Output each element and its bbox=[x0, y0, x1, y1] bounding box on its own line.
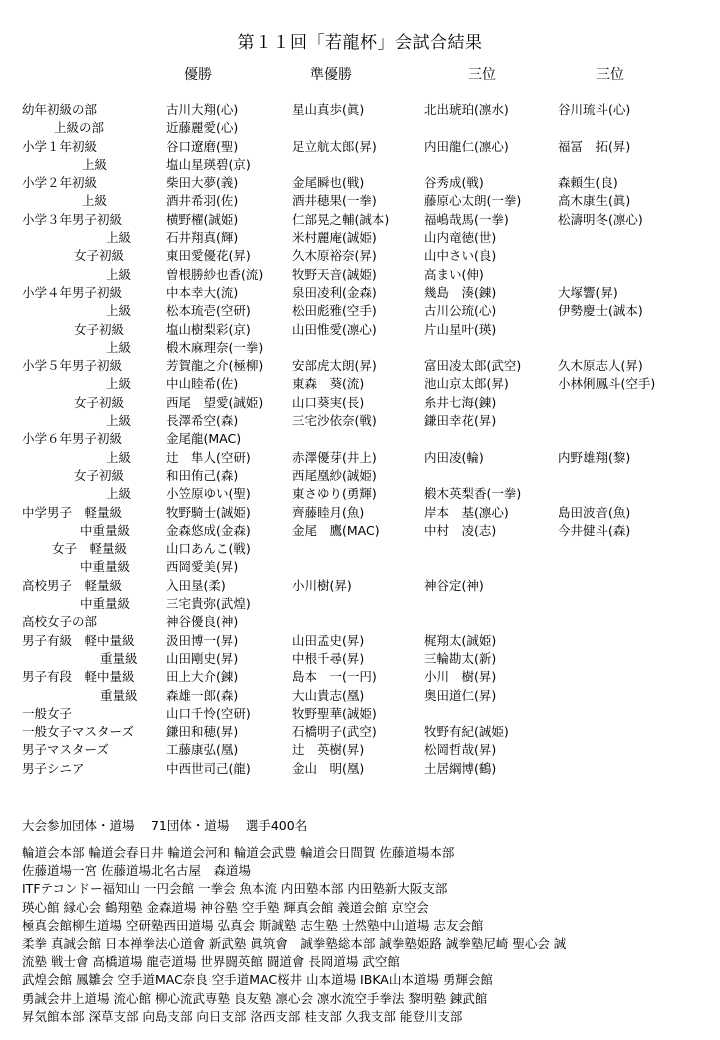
first-place: 汲田博一(昇) bbox=[166, 632, 239, 648]
result-row bbox=[0, 539, 720, 557]
result-row bbox=[0, 686, 720, 704]
first-place: 西尾 望愛(誠姫) bbox=[166, 394, 264, 410]
first-place: 中西世司己(龍) bbox=[166, 760, 251, 776]
header-third-place-a: 三位 bbox=[468, 67, 496, 83]
first-place: 東田愛優花(昇) bbox=[166, 248, 251, 264]
result-row bbox=[0, 246, 720, 264]
dojo-line: 武煌会館 鳳雛会 空手道MAC奈良 空手道MAC桜井 山本道場 IBKA山本道場 勇輝会館 bbox=[22, 972, 493, 988]
second-place: 牧野聖華(誠姫) bbox=[292, 705, 377, 721]
third-place-a: 北出琥珀(凛水) bbox=[424, 102, 509, 117]
second-place: 酒井穂果(一拳) bbox=[292, 193, 377, 209]
first-place: 塩山樹梨彩(京) bbox=[166, 321, 251, 337]
second-place: 金山 明(凰) bbox=[292, 760, 365, 776]
division-label: 女子初級 bbox=[74, 321, 125, 337]
third-place-b: 松濤明冬(凛心) bbox=[558, 211, 643, 227]
result-row bbox=[0, 740, 720, 758]
result-row bbox=[0, 137, 720, 155]
second-place: 米村麗庵(誠姫) bbox=[292, 230, 377, 246]
result-row bbox=[0, 484, 720, 502]
division-label: 女子初級 bbox=[74, 248, 125, 264]
first-place: 古川大翔(心) bbox=[166, 102, 239, 117]
second-place: 足立航太郎(昇) bbox=[292, 138, 377, 154]
third-place-a: 奥田道仁(昇) bbox=[424, 687, 497, 703]
result-row bbox=[0, 466, 720, 484]
first-place: 塩山星瑛碧(京) bbox=[166, 156, 251, 172]
third-place-a: 梶翔太(誠姫) bbox=[424, 632, 497, 648]
third-place-a: 福嶋哉馬(一拳) bbox=[424, 211, 509, 227]
second-place: 東森 葵(流) bbox=[292, 376, 365, 392]
third-place-b: 島田波音(魚) bbox=[558, 504, 631, 520]
result-row bbox=[0, 521, 720, 539]
dojo-line: 昇気館本部 深草支部 向島支部 向日支部 洛西支部 桂支部 久我支部 能登川支部 bbox=[22, 1008, 463, 1024]
third-place-b: 福冨 拓(昇) bbox=[558, 138, 631, 154]
division-label: 小学５年男子初級 bbox=[22, 358, 123, 374]
second-place: 安部虎太朗(昇) bbox=[292, 358, 377, 374]
division-label: 高校男子 軽量級 bbox=[22, 577, 123, 593]
division-label: 小学４年男子初級 bbox=[22, 284, 123, 300]
second-place: 松田彪雅(空手) bbox=[292, 303, 377, 319]
first-place: 芳賀龍之介(極柳) bbox=[166, 358, 264, 374]
second-place: 三宅沙依奈(戦) bbox=[292, 413, 377, 429]
third-place-a: 鎌田幸花(昇) bbox=[424, 413, 497, 429]
third-place-a: 三輪勘太(新) bbox=[424, 650, 497, 666]
second-place: 久木原裕奈(昇) bbox=[292, 248, 377, 264]
division-label: 小学２年初級 bbox=[22, 175, 98, 191]
division-label: 一般女子マスターズ bbox=[22, 724, 134, 740]
division-label: 男子シニア bbox=[22, 760, 85, 776]
division-label: 男子マスターズ bbox=[22, 742, 109, 758]
division-label: 男子有級 軽中量級 bbox=[22, 632, 135, 648]
first-place: 西岡愛美(昇) bbox=[166, 559, 239, 575]
dojo-line: 流塾 戦士會 高橋道場 龍壱道場 世界闘英館 闘道會 長岡道場 武空館 bbox=[22, 954, 400, 970]
first-place: 三宅貴弥(武煌) bbox=[166, 596, 251, 612]
result-row bbox=[0, 557, 720, 575]
dojo-line: 輪道会本部 輪道会春日井 輪道会河和 輪道会武豊 輪道会日間賀 佐藤道場本部 bbox=[22, 845, 455, 860]
second-place: 齊藤睦月(魚) bbox=[292, 504, 365, 520]
header-first-place: 優勝 bbox=[184, 67, 212, 83]
dojo-line: 柔拳 真誠会館 日本禅拳法心道會 新武塾 眞筑會 誠拳塾総本部 誠拳塾姫路 誠拳塾尼崎 聖心会 誠 bbox=[22, 935, 567, 951]
third-place-a: 牧野有紀(誠姫) bbox=[424, 724, 509, 740]
first-place: 山口千怜(空研) bbox=[166, 705, 251, 721]
dojo-line: 佐藤道場一宮 佐藤道場北名古屋 森道場 bbox=[22, 863, 251, 879]
first-place: 田上大介(錬) bbox=[166, 669, 239, 685]
third-place-a: 富田凌太郎(武空) bbox=[424, 358, 522, 374]
participation-summary: 大会参加団体・道場 71団体・道場 選手400名 bbox=[22, 818, 308, 833]
division-label: 小学１年初級 bbox=[22, 138, 98, 154]
third-place-a: 土居綱博(鶴) bbox=[424, 760, 497, 776]
division-label: 重量級 bbox=[100, 650, 138, 666]
first-place: 近藤麗愛(心) bbox=[166, 120, 239, 136]
dojo-line: 勇誠会井上道場 流心館 柳心流武専塾 良友塾 凛心会 凛水流空手拳法 黎明塾 錬武館 bbox=[22, 990, 488, 1006]
result-row bbox=[0, 155, 720, 173]
division-label: 女子初級 bbox=[74, 394, 125, 410]
result-row bbox=[0, 612, 720, 630]
result-row bbox=[0, 393, 720, 411]
division-label: 女子 軽量級 bbox=[52, 541, 128, 557]
first-place: 曽根勝紗也香(流) bbox=[166, 266, 264, 282]
first-place: 金尾龍(MAC) bbox=[166, 431, 242, 447]
first-place: 石井翔真(輝) bbox=[166, 230, 239, 246]
first-place: 神谷優良(神) bbox=[166, 614, 239, 630]
result-row bbox=[0, 411, 720, 429]
second-place: 山口葵実(長) bbox=[292, 394, 365, 410]
third-place-a: 池山京太郎(昇) bbox=[424, 376, 509, 392]
result-row bbox=[0, 503, 720, 521]
second-place: 山田孟史(昇) bbox=[292, 632, 365, 648]
division-label: 高校女子の部 bbox=[22, 614, 98, 630]
third-place-a: 高まい(伸) bbox=[424, 266, 484, 282]
result-row bbox=[0, 759, 720, 777]
second-place: 金尾瞬也(戦) bbox=[292, 175, 365, 191]
first-place: 工藤康弘(凰) bbox=[166, 742, 239, 758]
third-place-a: 内田龍仁(凛心) bbox=[424, 138, 509, 154]
result-row bbox=[0, 374, 720, 392]
third-place-a: 幾島 湊(錬) bbox=[424, 284, 497, 300]
result-row bbox=[0, 265, 720, 283]
division-label: 上級 bbox=[106, 303, 132, 319]
second-place: 石橋明子(武空) bbox=[292, 724, 377, 740]
page-title: 第１１回「若龍杯」会試合結果 bbox=[237, 33, 483, 53]
dojo-line: 瑛心館 縁心会 鶴翔塾 金森道場 神谷塾 空手塾 輝真会館 義道会館 京空会 bbox=[22, 899, 429, 915]
third-place-b: 内野雄翔(黎) bbox=[558, 449, 631, 465]
first-place: 椴木麻理奈(一拳) bbox=[166, 339, 264, 355]
first-place: 鎌田和穂(昇) bbox=[166, 724, 239, 740]
division-label: 小学３年男子初級 bbox=[22, 211, 123, 227]
division-label: 上級 bbox=[106, 449, 132, 465]
result-row bbox=[0, 704, 720, 722]
third-place-b: 大塚響(昇) bbox=[558, 284, 618, 300]
second-place: 星山真歩(眞) bbox=[292, 102, 365, 117]
header-second-place: 準優勝 bbox=[310, 67, 352, 83]
dojo-list bbox=[22, 843, 712, 1025]
third-place-a: 小川 樹(昇) bbox=[424, 669, 497, 685]
result-row bbox=[0, 173, 720, 191]
division-label: 中重量級 bbox=[80, 522, 131, 538]
third-place-b: 高木康生(眞) bbox=[558, 193, 631, 209]
result-row bbox=[0, 429, 720, 447]
result-row bbox=[0, 228, 720, 246]
third-place-a: 岸本 基(凛心) bbox=[424, 504, 509, 520]
first-place: 谷口遼磨(聖) bbox=[166, 138, 239, 154]
division-label: 幼年初級の部 bbox=[22, 102, 98, 117]
division-label: 重量級 bbox=[100, 687, 138, 703]
third-place-b: 今井健斗(森) bbox=[558, 522, 631, 538]
first-place: 中本幸大(流) bbox=[166, 284, 239, 300]
third-place-b: 森頼生(良) bbox=[558, 175, 618, 191]
result-row bbox=[0, 118, 720, 136]
first-place: 辻 隼人(空研) bbox=[166, 449, 251, 465]
division-label: 上級 bbox=[106, 413, 132, 429]
first-place: 山口あんこ(戦) bbox=[166, 541, 251, 557]
division-label: 上級 bbox=[82, 193, 108, 209]
second-place: 東さゆり(勇輝) bbox=[292, 486, 377, 502]
first-place: 松本琉壱(空研) bbox=[166, 303, 251, 319]
division-label: 一般女子 bbox=[22, 705, 73, 721]
second-place: 泉田凌利(金森) bbox=[292, 284, 377, 300]
first-place: 長澤希空(森) bbox=[166, 413, 239, 429]
first-place: 和田侑己(森) bbox=[166, 467, 239, 483]
second-place: 大山貴志(凰) bbox=[292, 687, 365, 703]
first-place: 小笠原ゆい(聖) bbox=[166, 486, 251, 502]
first-place: 入田垦(柔) bbox=[166, 577, 226, 593]
second-place: 中根千尋(昇) bbox=[292, 650, 365, 666]
second-place: 赤澤優芽(井上) bbox=[292, 449, 377, 465]
second-place: 山田惟愛(凛心) bbox=[292, 321, 377, 337]
dojo-line: ITFテコンドー福知山 一円会館 一拳会 魚本流 内田塾本部 内田塾新大阪支部 bbox=[22, 881, 448, 897]
division-label: 上級 bbox=[106, 266, 132, 282]
result-row bbox=[0, 191, 720, 209]
third-place-a: 松岡哲哉(昇) bbox=[424, 742, 497, 758]
result-row bbox=[0, 210, 720, 228]
result-row bbox=[0, 356, 720, 374]
dojo-line: 極真会館柳生道場 空研塾西田道場 弘真会 斯誠塾 志生塾 士然塾中山道場 志友会館 bbox=[22, 917, 484, 933]
result-row bbox=[0, 301, 720, 319]
second-place: 仁部晃之輔(誠本) bbox=[292, 211, 390, 227]
division-label: 女子初級 bbox=[74, 467, 125, 483]
header-third-place-b: 三位 bbox=[596, 67, 624, 83]
third-place-b: 伊勢慶士(誠本) bbox=[558, 303, 643, 319]
third-place-a: 神谷定(神) bbox=[424, 577, 484, 593]
second-place: 牧野天音(誠姫) bbox=[292, 266, 377, 282]
results-table bbox=[0, 100, 720, 777]
division-label: 上級 bbox=[106, 486, 132, 502]
third-place-a: 椴木英梨香(一拳) bbox=[424, 486, 522, 502]
third-place-b: 小林俐鳳斗(空手) bbox=[558, 376, 656, 392]
third-place-b: 谷川琉斗(心) bbox=[558, 102, 631, 117]
division-label: 上級 bbox=[106, 230, 132, 246]
third-place-a: 内田凌(輪) bbox=[424, 449, 484, 465]
result-row bbox=[0, 448, 720, 466]
first-place: 横野櫂(誠姫) bbox=[166, 211, 239, 227]
result-row bbox=[0, 576, 720, 594]
division-label: 上級 bbox=[106, 376, 132, 392]
third-place-a: 片山星叶(瑛) bbox=[424, 321, 497, 337]
second-place: 小川樹(昇) bbox=[292, 577, 352, 593]
third-place-b: 久木原志人(昇) bbox=[558, 358, 643, 374]
first-place: 金森悠成(金森) bbox=[166, 522, 251, 538]
third-place-a: 山中さい(良) bbox=[424, 248, 497, 264]
result-row bbox=[0, 722, 720, 740]
second-place: 辻 英樹(昇) bbox=[292, 742, 365, 758]
first-place: 山田剛史(昇) bbox=[166, 650, 239, 666]
first-place: 森雄一郎(森) bbox=[166, 687, 239, 703]
second-place: 金尾 鷹(MAC) bbox=[292, 522, 380, 538]
result-row bbox=[0, 649, 720, 667]
third-place-a: 中村 凌(志) bbox=[424, 522, 497, 538]
result-row bbox=[0, 594, 720, 612]
result-row bbox=[0, 283, 720, 301]
third-place-a: 古川公琉(心) bbox=[424, 303, 497, 319]
third-place-a: 糸井七海(錬) bbox=[424, 394, 497, 410]
first-place: 牧野騎士(誠姫) bbox=[166, 504, 251, 520]
division-label: 小学６年男子初級 bbox=[22, 431, 123, 447]
division-label: 上級 bbox=[82, 156, 108, 172]
division-label: 中学男子 軽量級 bbox=[22, 504, 123, 520]
result-row bbox=[0, 100, 720, 118]
division-label: 男子有段 軽中量級 bbox=[22, 669, 135, 685]
result-row bbox=[0, 631, 720, 649]
division-label: 中重量級 bbox=[80, 596, 131, 612]
first-place: 酒井希羽(佐) bbox=[166, 193, 239, 209]
division-label: 上級の部 bbox=[54, 120, 105, 136]
result-row bbox=[0, 338, 720, 356]
third-place-a: 山内竜徳(世) bbox=[424, 230, 497, 246]
second-place: 西尾凰紗(誠姫) bbox=[292, 467, 377, 483]
third-place-a: 谷秀成(戦) bbox=[424, 175, 484, 191]
result-row bbox=[0, 667, 720, 685]
result-row bbox=[0, 320, 720, 338]
first-place: 中山睦希(佐) bbox=[166, 376, 239, 392]
division-label: 中重量級 bbox=[80, 559, 131, 575]
division-label: 上級 bbox=[106, 339, 132, 355]
second-place: 島本 一(一円) bbox=[292, 669, 377, 685]
first-place: 柴田大夢(義) bbox=[166, 175, 239, 191]
third-place-a: 藤原心太朗(一拳) bbox=[424, 193, 522, 209]
